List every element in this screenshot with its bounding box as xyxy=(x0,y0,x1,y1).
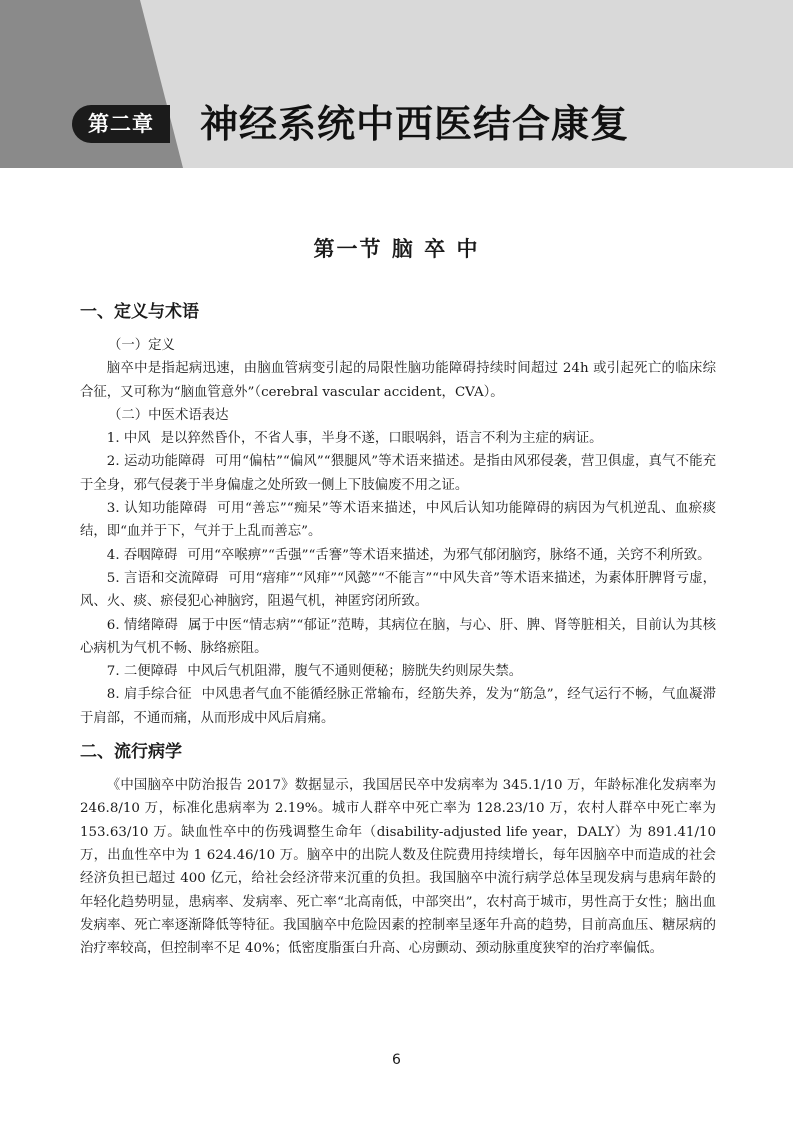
term-text: 是以猝然昏仆，不省人事，半身不遂，口眼㖞斜，语言不利为主症的病证。 xyxy=(160,431,603,447)
epidemiology-paragraph: 《中国脑卒中防治报告 2017》数据显示，我国居民卒中发病率为 345.1/10 万，年龄标准化发病率为 246.8/10 万，标准化患病率为 2.19%。城市人群卒中死亡率为 128.23/10 万，农村人群卒中死亡率为 153.63/10 万。缺血性卒中的伤残调整生命年（disability-adjusted life year，DALY）为 891.41/10 万，出血性卒中为 1 624.46/10 万。脑卒中的出院人数及住院费用持续增长，每年因脑卒中而造成的社会经济负担已超过 400 亿元，给社会经济带来沉重的负担。我国脑卒中流行病学总体呈现发病与患病年龄的年轻化趋势明显，患病率、发病率、死亡率“北高南低，中部突出”，农村高于城市，男性高于女性；脑出血发病率、死亡率逐渐降低等特征。我国脑卒中危险因素的控制率呈逐年升高的趋势，目前高血压、糖尿病的治疗率较高，但控制率不足 40%；低密度脂蛋白升高、心房颤动、颈动脉重度狭窄的治疗率偏低。 xyxy=(80,778,716,957)
heading-definition-terms: 一、定义与术语 xyxy=(80,302,199,322)
term-item xyxy=(80,450,716,497)
term-label: 2. 运动功能障碍 xyxy=(106,454,206,470)
term-text: 中风后气机阻滞，腹气不通则便秘；膀胱失约则尿失禁。 xyxy=(187,664,523,680)
term-item xyxy=(80,567,716,614)
term-text: 可用“瘖痱”“风痱”“风懿”“不能言”“中风失音”等术语来描述，为素体肝脾肾亏虚，风、火、痰、瘀侵犯心神脑窍，阻遏气机，神匿窍闭所致。 xyxy=(80,570,716,610)
term-item xyxy=(80,683,716,730)
chapter-number-tab: 第二章 xyxy=(72,105,170,143)
term-label: 6. 情绪障碍 xyxy=(106,617,179,633)
heading-epidemiology: 二、流行病学 xyxy=(80,742,182,763)
term-label: 3. 认知功能障碍 xyxy=(106,501,208,517)
chapter-title: 神经系统中西医结合康复 xyxy=(200,102,630,146)
term-text: 中风患者气血不能循经脉正常输布，经筋失养，发为“筋急”，经气运行不畅，气血凝滞于肩部，不通而痛，从而形成中风后肩痛。 xyxy=(80,687,716,726)
term-label: 7. 二便障碍 xyxy=(106,664,178,680)
term-item xyxy=(80,427,716,450)
term-text: 可用“卒喉痹”“舌强”“舌謇”等术语来描述，为邪气郁闭脑窍，脉络不通，关窍不利所致。 xyxy=(187,547,711,563)
term-text: 可用“偏枯”“偏风”“猥腿风”等术语来描述。是指由风邪侵袭，营卫俱虚，真气不能充于全身，邪气侵袭于半身偏虚之处所致一侧上下肢偏废不用之证。 xyxy=(80,454,716,493)
term-label: 8. 肩手综合征 xyxy=(106,687,192,703)
term-label: 4. 吞咽障碍 xyxy=(106,547,178,563)
subheading-tcm-terms: （二）中医术语表达 xyxy=(108,407,229,423)
section-title: 第一节 脑 卒 中 xyxy=(313,237,480,261)
term-label: 1. 中风 xyxy=(106,431,151,447)
term-item xyxy=(80,497,716,544)
term-item xyxy=(80,544,716,567)
term-text: 可用“善忘”“痴呆”等术语来描述，中风后认知功能障碍的病因为气机逆乱、血瘀痰结，即“血并于下，气并于上乱而善忘”。 xyxy=(80,501,716,540)
term-item xyxy=(80,614,716,661)
subheading-definition: （一）定义 xyxy=(108,338,175,353)
page-number: 6 xyxy=(392,1052,401,1068)
term-text: 属于中医“情志病”“郁证”范畴，其病位在脑，与心、肝、脾、肾等脏相关，目前认为其核心病机为气机不畅、脉络瘀阻。 xyxy=(80,617,716,656)
term-item xyxy=(80,660,716,683)
definition-paragraph: 脑卒中是指起病迅速，由脑血管病变引起的局限性脑功能障碍持续时间超过 24h 或引起死亡的临床综合征，又可称为“脑血管意外”（cerebral vascular accident，CVA）。 xyxy=(80,361,716,400)
body-content xyxy=(80,298,716,960)
term-label: 5. 言语和交流障碍 xyxy=(106,570,219,586)
